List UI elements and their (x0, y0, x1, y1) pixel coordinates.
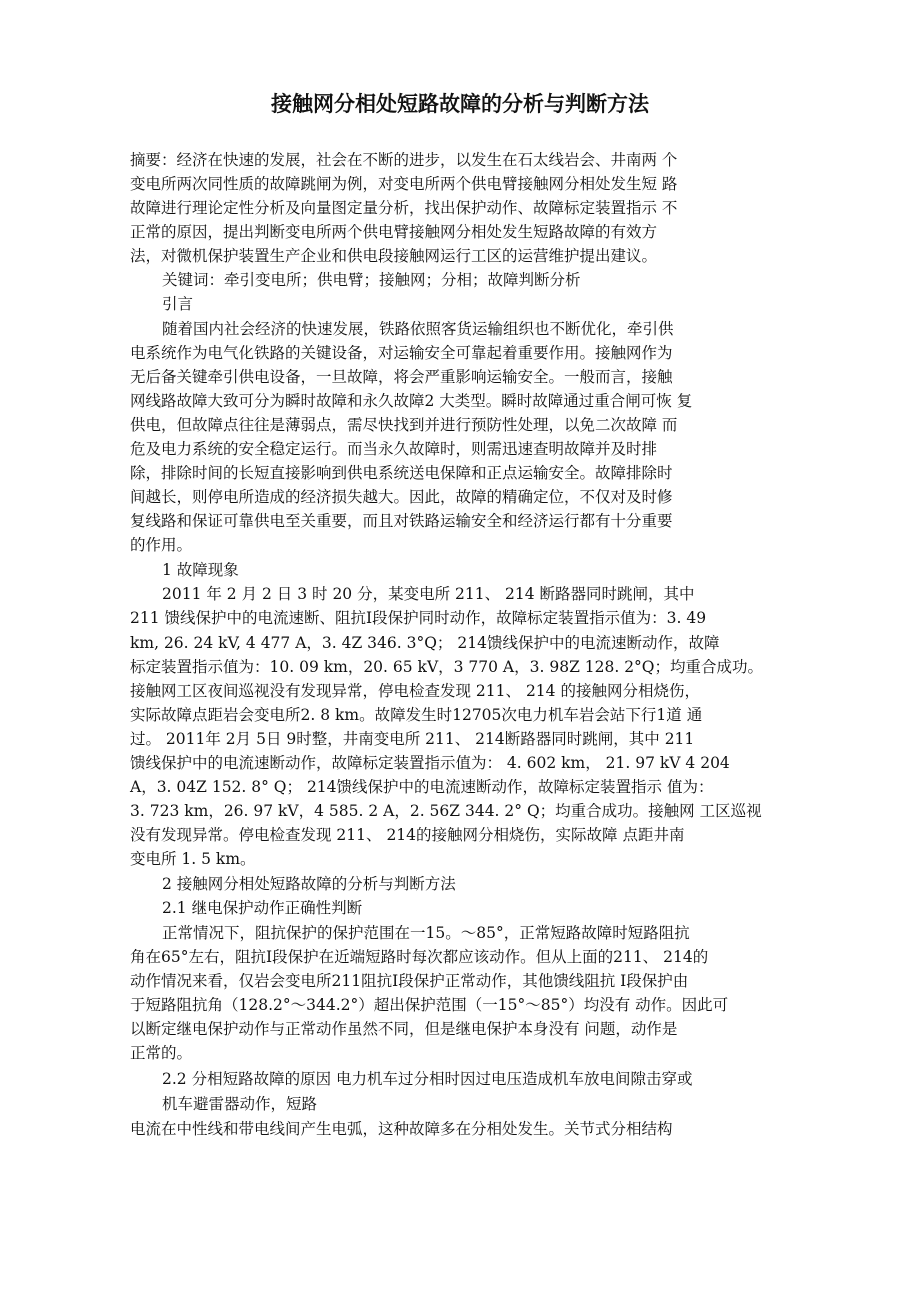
intro-line: 的作用。 (130, 536, 193, 554)
section-1-line: 2011 年 2 月 2 日 3 时 20 分，某变电所 211、 214 断路器同时跳闸，其中 (162, 585, 695, 603)
document-title: 接触网分相处短路故障的分析与判断方法 (271, 92, 649, 116)
section-1-line: 没有发现异常。停电检查发现 211、 214的接触网分相烧伤，实际故障 点距井南 (130, 826, 685, 844)
intro-line: 电系统作为电气化铁路的关键设备，对运输安全可靠起着重要作用。接触网作为 (130, 344, 673, 362)
section-1-heading: 1 故障现象 (162, 561, 239, 579)
section-2-2-line: 2.2 分相短路故障的原因 电力机车过分相时因过电压造成机车放电间隙击穿或 (162, 1070, 693, 1088)
section-1-line: km, 26. 24 kV, 4 477 A，3. 4Z 346. 3°Q； 214馈线保护中的电流速断动作，故障 (130, 634, 720, 652)
section-1-line: 211 馈线保护中的电流速断、阻抗I段保护同时动作，故障标定装置指示值为：3. 49 (130, 609, 707, 627)
intro-line: 除，排除时间的长短直接影响到供电系统送电保障和正点运输安全。故障排除时 (130, 464, 673, 482)
intro-line: 间越长，则停电所造成的经济损失越大。因此，故障的精确定位，不仅对及时修 (130, 488, 673, 506)
abstract-line: 变电所两次同性质的故障跳闸为例，对变电所两个供电臂接触网分相处发生短 路 (130, 175, 678, 193)
section-1-line: 馈线保护中的电流速断动作，故障标定装置指示值为： 4. 602 km， 21. 97 kV 4 204 (130, 754, 730, 772)
section-2-1-line: 动作情况来看，仅岩会变电所211阻抗I段保护正常动作，其他馈线阻抗 Ⅰ段保护由 (130, 972, 689, 990)
abstract-line: 法，对微机保护装置生产企业和供电段接触网运行工区的运营维护提出建议。 (130, 247, 658, 265)
section-1-line: 3. 723 km，26. 97 kV，4 585. 2 A，2. 56Z 344. 2° Q；均重合成功。接触网 工区巡视 (130, 802, 762, 820)
section-2-1-line: 于短路阻抗角（128.2°〜344.2°）超出保护范围（一15°〜85°）均没有 动作。因此可 (130, 996, 729, 1014)
abstract-line: 故障进行理论定性分析及向量图定量分析，找出保护动作、故障标定装置指示 不 (130, 199, 678, 217)
section-2-1-heading: 2.1 继电保护动作正确性判断 (162, 899, 363, 917)
abstract-line: 正常的原因，提出判断变电所两个供电臂接触网分相处发生短路故障的有效方 (130, 223, 658, 241)
intro-line: 无后备关键牵引供电设备，一旦故障，将会严重影响运输安全。一般而言，接触 (130, 368, 673, 386)
section-1-line: 接触网工区夜间巡视没有发现异常，停电检查发现 211、 214 的接触网分相烧伤， (130, 682, 700, 700)
intro-line: 复线路和保证可靠供电至关重要，而且对铁路运输安全和经济运行都有十分重要 (130, 512, 673, 530)
intro-heading: 引言 (162, 295, 194, 313)
section-2-2-line: 机车避雷器动作，短路 (162, 1095, 318, 1113)
intro-line: 危及电力系统的安全稳定运行。而当永久故障时，则需迅速查明故障并及时排 (130, 440, 658, 458)
intro-line: 网线路故障大致可分为瞬时故障和永久故障2 大类型。瞬时故障通过重合闸可恢 复 (130, 392, 693, 410)
section-1-line: 标定装置指示值为：10. 09 km，20. 65 kV，3 770 A，3. 98Z 128. 2°Q；均重合成功。 (130, 658, 764, 676)
intro-line: 随着国内社会经济的快速发展，铁路依照客货运输组织也不断优化，牵引供 (162, 320, 674, 338)
keywords: 关键词：牵引变电所；供电臂；接触网；分相；故障判断分析 (162, 271, 581, 289)
section-2-1-line: 以断定继电保护动作与正常动作虽然不同，但是继电保护本身没有 问题，动作是 (130, 1020, 678, 1038)
section-1-line: A，3. 04Z 152. 8° Q； 214馈线保护中的电流速断动作，故障标定装置指示 值为： (130, 778, 714, 796)
section-1-line: 变电所 1. 5 km。 (130, 850, 256, 868)
section-2-1-line: 正常情况下，阻抗保护的保护范围在一15。〜85°，正常短路故障时短路阻抗 (162, 924, 690, 942)
section-1-line: 实际故障点距岩会变电所2. 8 km。故障发生时12705次电力机车岩会站下行1道 通 (130, 706, 703, 724)
abstract-line: 摘要：经济在快速的发展，社会在不断的进步，以发生在石太线岩会、井南两 个 (130, 151, 678, 169)
intro-line: 供电，但故障点往往是薄弱点，需尽快找到并进行预防性处理，以免二次故障 而 (130, 416, 678, 434)
section-1-line: 过。 2011年 2月 5日 9时整，井南变电所 211、 214断路器同时跳闸，其中 211 (130, 730, 695, 748)
section-2-1-line: 正常的。 (130, 1044, 193, 1062)
section-2-1-line: 角在65°左右，阻抗I段保护在近端短路时每次都应该动作。但从上面的211、 214的 (130, 948, 709, 966)
section-2-2-line: 电流在中性线和带电线间产生电弧，这种故障多在分相处发生。关节式分相结构 (130, 1120, 673, 1138)
section-2-heading: 2 接触网分相处短路故障的分析与判断方法 (162, 875, 456, 893)
